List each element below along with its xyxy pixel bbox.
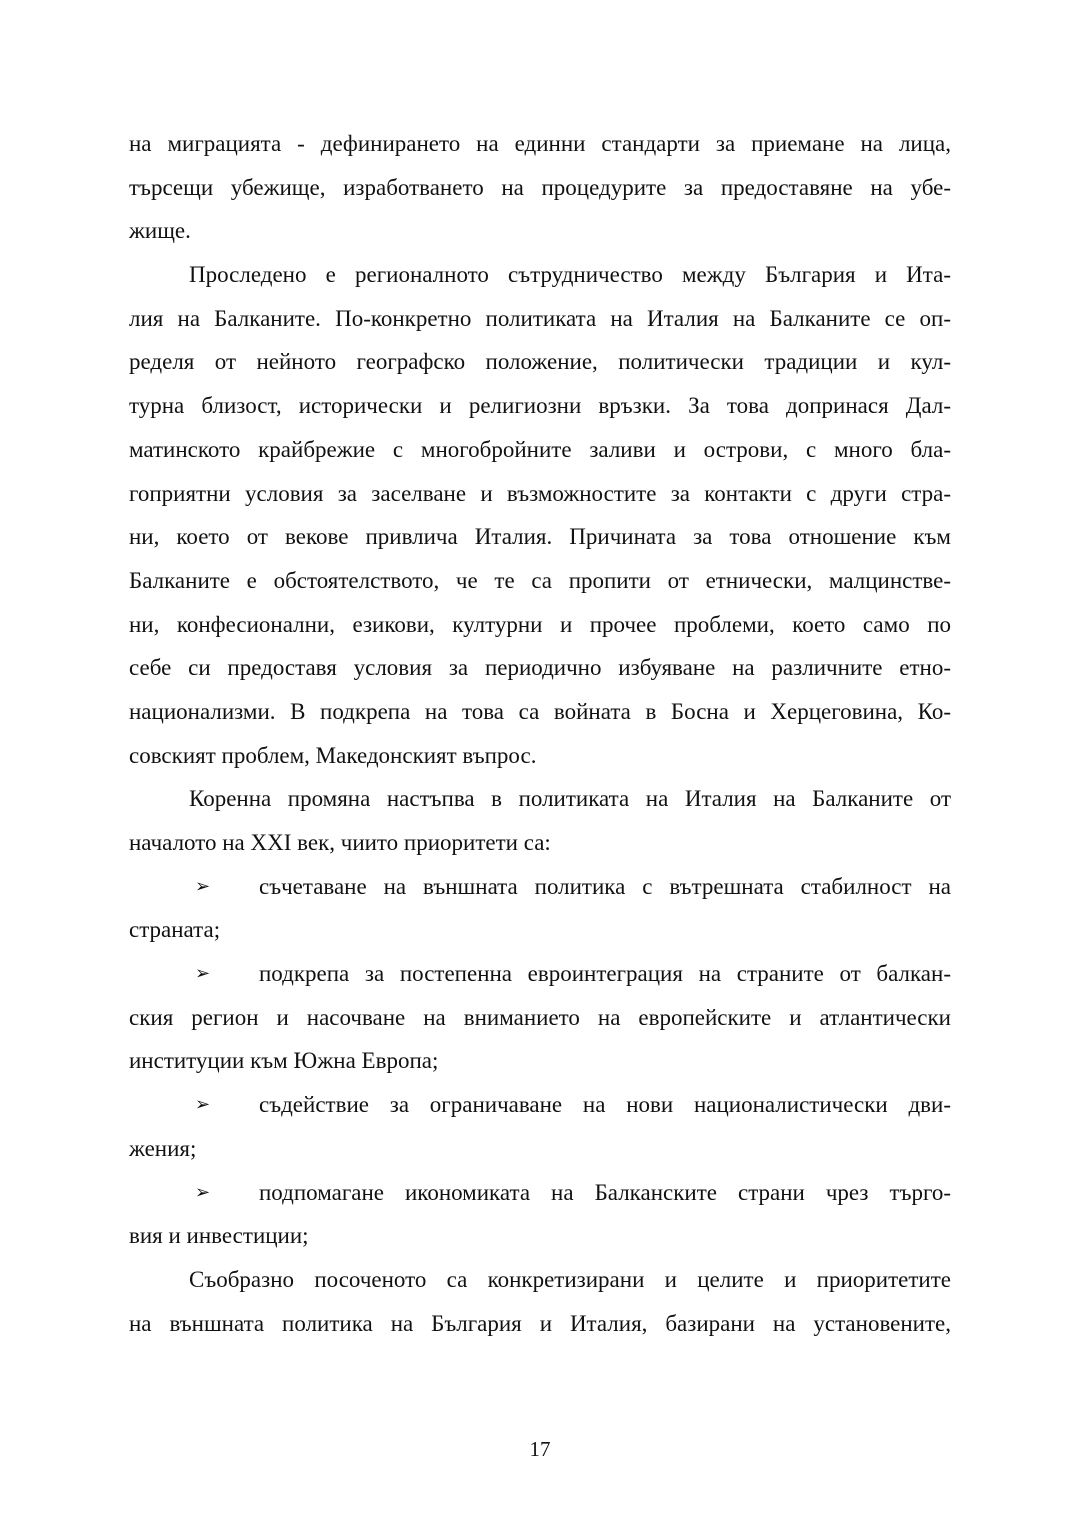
bullet-item bbox=[129, 865, 951, 909]
bullet-text: съдействие за ограничаване на нови националистически дви- bbox=[259, 1092, 951, 1118]
text-line: Съобразно посоченото са конкретизирани и целите и приоритетите bbox=[189, 1266, 951, 1292]
arrow-bullet-icon: ➢ bbox=[195, 963, 211, 985]
bullet-text: подпомагане икономиката на Балканските страни чрез търго- bbox=[259, 1179, 951, 1205]
bullet-item bbox=[129, 1083, 951, 1127]
text-line: жения; bbox=[129, 1135, 197, 1161]
text-line: Коренна промяна настъпва в политиката на Италия на Балканите от bbox=[189, 786, 951, 812]
text-line: началото на XXI век, чиито приоритети са: bbox=[129, 830, 551, 855]
text-line: матинското крайбрежие с многобройните заливи и острови, с много бла- bbox=[129, 436, 951, 462]
text-line: институции към Южна Европа; bbox=[129, 1048, 439, 1074]
bullet-text: подкрепа за постепенна евроинтеграция на страните от балкан- bbox=[259, 961, 951, 987]
arrow-bullet-icon: ➢ bbox=[195, 1181, 211, 1203]
text-line: себе си предоставя условия за периодично избуяване на различните етно- bbox=[129, 655, 951, 681]
text-line: национализми. В подкрепа на това са войната в Босна и Херцеговина, Ко- bbox=[129, 698, 951, 724]
bullet-text: съчетаване на външната политика с вътрешната стабилност на bbox=[259, 873, 951, 899]
text-line: ни, конфесионални, езикови, културни и прочее проблеми, което само по bbox=[129, 611, 951, 637]
bullet-item bbox=[129, 952, 951, 996]
page-number: 17 bbox=[529, 1437, 551, 1461]
text-line: Балканите е обстоятелството, че те са пропити от етнически, малцинстве- bbox=[129, 567, 951, 593]
text-line: на миграцията - дефинирането на единни стандарти за приемане на лица, bbox=[129, 131, 951, 156]
text-line: ределя от нейното географско положение, политически традиции и кул- bbox=[129, 349, 951, 375]
text-line: ския регион и насочване на вниманието на европейските и атлантически bbox=[129, 1004, 951, 1030]
text-line: турна близост, исторически и религиозни връзки. За това допринася Дал- bbox=[129, 393, 951, 419]
text-line: Проследено е регионалното сътрудничество между България и Ита- bbox=[189, 262, 951, 288]
bullet-item bbox=[129, 1171, 951, 1215]
text-line: жище. bbox=[129, 218, 191, 244]
text-line: ни, което от векове привлича Италия. Причината за това отношение към bbox=[129, 524, 951, 550]
text-line: вия и инвестиции; bbox=[129, 1223, 309, 1249]
text-line: гоприятни условия за заселване и възможностите за контакти с други стра- bbox=[129, 480, 951, 506]
arrow-bullet-icon: ➢ bbox=[195, 875, 211, 897]
text-line: на външната политика на България и Италия, базирани на установените, bbox=[129, 1310, 951, 1336]
arrow-bullet-icon: ➢ bbox=[195, 1094, 211, 1116]
body-text bbox=[129, 122, 951, 1345]
text-line: лия на Балканите. По-конкретно политиката на Италия на Балканите се оп- bbox=[129, 305, 951, 331]
text-line: страната; bbox=[129, 917, 221, 943]
text-line: търсещи убежище, изработването на процедурите за предоставяне на убе- bbox=[129, 174, 951, 200]
text-line: совският проблем, Македонският въпрос. bbox=[129, 742, 537, 768]
